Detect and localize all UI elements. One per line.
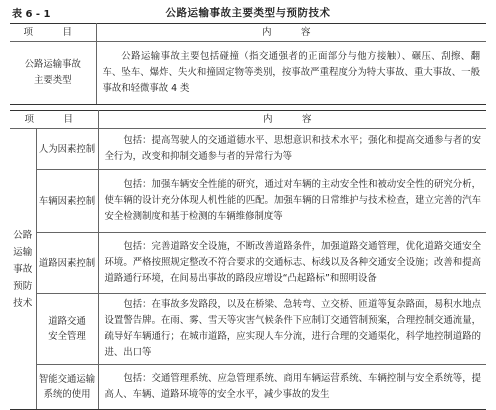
row-label-line: 主要类型 (33, 75, 72, 86)
table-caption (10, 4, 486, 20)
row-label-line: 智能交通运输 (38, 374, 96, 385)
table-title: 公路运输事故主要类型与预防技术 (165, 7, 331, 19)
table-row (10, 129, 486, 170)
table-header-row (10, 111, 486, 129)
row-content: 公路运输事故主要包括碰撞（指交通强者的正面部分与他方接触）、碾压、刮擦、翻车、坠车、爆炸、失火和撞固定物等类别，按事故严重程度分为特大事故、重大事故、一般事故和轻微事故 4 类 (96, 42, 486, 105)
header-content: 内 容 (96, 24, 486, 42)
row-label-line: 人为因素控制 (38, 143, 96, 155)
table-row (10, 170, 486, 233)
row-label-line: 道路交通 (48, 316, 86, 327)
header-item: 项 目 (10, 24, 96, 42)
prevention-techniques-table (10, 110, 486, 410)
row-content: 包括：提高驾驶人的交通道德水平、思想意识和技术水平；强化和提高交通参与者的安全行为，改变和抑制交通参与者的异常行为等 (98, 129, 486, 170)
group-label-line: 运输 (13, 246, 33, 258)
row-label (36, 233, 98, 294)
row-label-line: 系统的使用 (43, 389, 91, 400)
row-label-line: 公路运输事故 (24, 59, 81, 70)
row-label-line: 车辆因素控制 (38, 195, 96, 207)
header-content: 内 容 (98, 111, 486, 129)
group-label-line: 预防 (13, 280, 33, 292)
group-label (10, 129, 36, 410)
row-label-line: 道路因素控制 (38, 257, 96, 269)
row-label (36, 365, 98, 410)
group-label-line: 事故 (13, 263, 33, 275)
row-content: 包括：在事故多发路段，以及在桥梁、急转弯、立交桥、匝道等复杂路面，易积水地点设置警告牌。在雨、雾、雪天等灾害气候条件下应制订交通管制预案，合理控制交通流量，疏导好车辆通行；在城市道路，应实现人车分流，进行合理的交通渠化，科学地控制道路的进、出口等 (98, 294, 486, 365)
row-content: 包括：加强车辆安全性能的研究，通过对车辆的主动安全性和被动安全性的研究分析，使车辆的设计充分体现人机性能的匹配。加强车辆的日常维护与技术检查，建立完善的汽车安全检测制度和基于检测的车辆维修制度等 (98, 170, 486, 233)
row-label (10, 42, 96, 105)
group-label-line: 技术 (13, 297, 33, 309)
table-header-row (10, 24, 486, 42)
table-number: 表 6 - 1 (12, 9, 51, 20)
row-label (36, 170, 98, 233)
table-row (10, 233, 486, 294)
row-content: 包括：交通管理系统、应急管理系统、商用车辆运营系统、车辆控制与安全系统等，提高人、车辆、道路环境等的安全水平，减少事故的发生 (98, 365, 486, 410)
row-label-line: 安全管理 (48, 331, 86, 342)
row-label (36, 294, 98, 365)
header-item: 项 目 (10, 111, 98, 129)
table-row (10, 294, 486, 365)
row-content: 包括：完善道路安全设施，不断改善道路条件，加强道路交通管理，优化道路交通安全环境。严格按照规定整改不符合要求的交通标志、标线以及各种交通安全设施；改善和提高道路通行环境，在间易出事故的路段应增设“凸起路标”和照明设备 (98, 233, 486, 294)
table-row (10, 365, 486, 410)
table-row (10, 42, 486, 105)
group-label-line: 公路 (13, 229, 33, 241)
accident-types-table (10, 23, 486, 105)
row-label (36, 129, 98, 170)
